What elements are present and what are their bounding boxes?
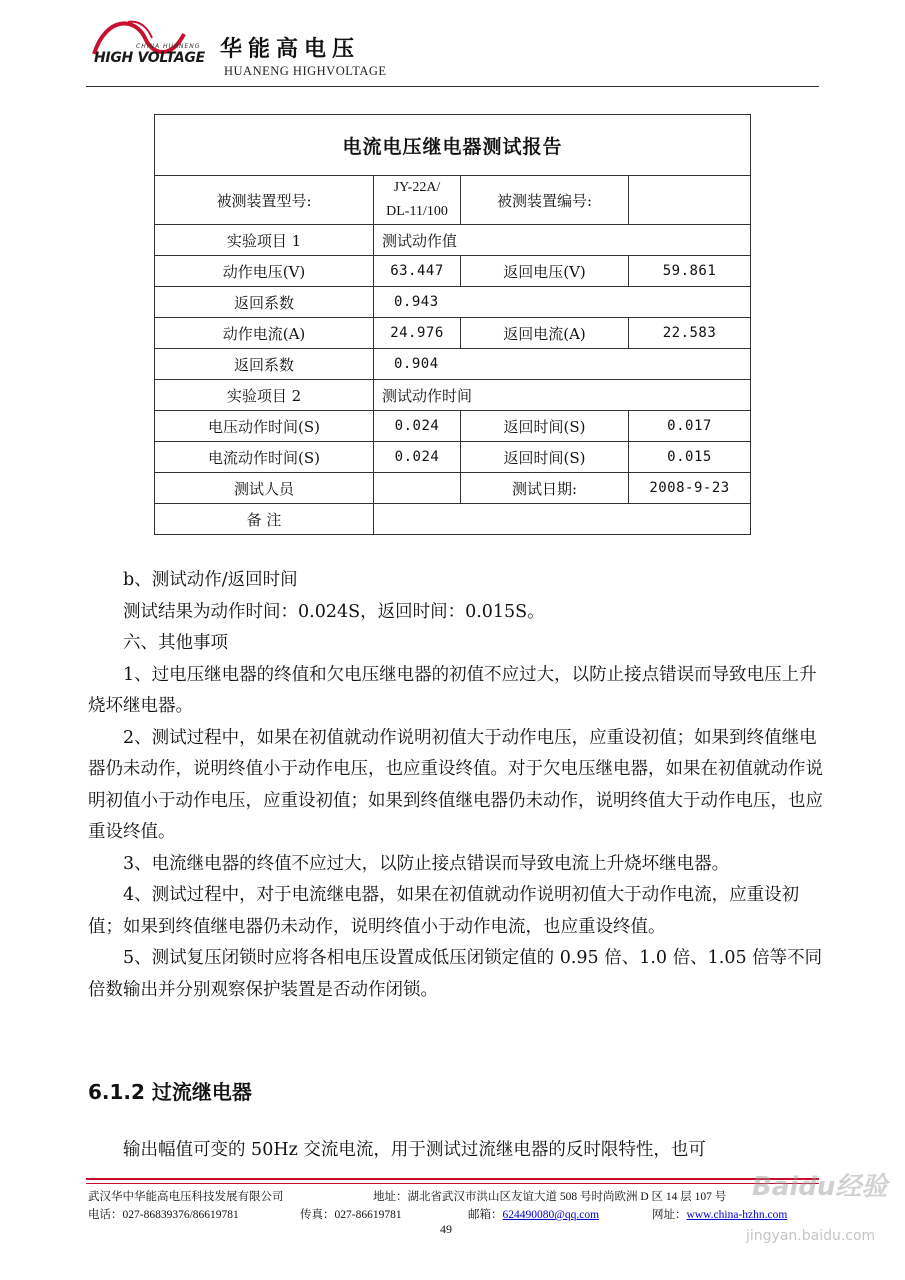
table-cell: 被测装置型号: — [155, 176, 374, 225]
footer-divider-thin — [86, 1183, 819, 1184]
logo-small-text: CHINA HUANENG — [136, 43, 201, 50]
footer-website — [652, 1206, 787, 1222]
device-model-line2: DL-11/100 — [386, 204, 448, 219]
table-cell: 被测装置编号: — [461, 176, 629, 225]
paragraph: 2、测试过程中，如果在初值就动作说明初值大于动作电压，应重设初值；如果到终值继电器仍未动作，说明终值小于动作电压，也应重设终值。对于欠电压继电器，如果在初值就动作说明初值小于动作电压，应重设初值；如果到终值继电器仍未动作，说明终值大于动作电压，也应重设终值。 — [88, 727, 823, 842]
paragraph: 4、测试过程中，对于电流继电器，如果在初值就动作说明初值大于动作电流，应重设初值；如果到终值继电器仍未动作，说明终值小于动作电流，也应重设终值。 — [88, 885, 800, 937]
table-cell: 0.015 — [629, 442, 751, 473]
table-cell: 返回电压(V) — [461, 256, 629, 287]
device-model-line1: JY-22A/ — [393, 180, 441, 195]
table-cell: 返回系数 — [155, 287, 374, 318]
company-logo — [88, 14, 210, 74]
page-number: 49 — [440, 1222, 452, 1236]
logo-main-text: HIGH VOLTAGE — [94, 50, 205, 66]
table-cell — [629, 176, 751, 225]
table-cell: 动作电流(A) — [155, 318, 374, 349]
paragraph: 1、过电压继电器的终值和欠电压继电器的初值不应过大，以防止接点错误而导致电压上升烧坏继电器。 — [88, 664, 817, 716]
watermark-logo: Baidu经验 — [752, 1172, 888, 1202]
paragraph: 测试结果为动作时间：0.024S，返回时间：0.015S。 — [123, 601, 545, 622]
website-link[interactable]: www.china-hzhn.com — [686, 1209, 788, 1221]
table-cell: 电流动作时间(S) — [155, 442, 374, 473]
table-cell: 测试动作时间 — [374, 380, 751, 411]
table-cell — [374, 473, 461, 504]
table-cell — [374, 504, 751, 535]
table-row — [155, 349, 751, 380]
section-paragraph: 输出幅值可变的 50Hz 交流电流，用于测试过流继电器的反时限特性，也可 — [123, 1140, 706, 1160]
table-cell: 0.017 — [629, 411, 751, 442]
table-row — [155, 318, 751, 349]
table-row — [155, 256, 751, 287]
table-row — [155, 411, 751, 442]
table-cell: 2008-9-23 — [629, 473, 751, 504]
table-row — [155, 504, 751, 535]
footer-email-label: 邮箱： — [468, 1209, 503, 1221]
email-link[interactable]: 624490080@qq.com — [502, 1209, 600, 1221]
table-row — [155, 442, 751, 473]
body-text — [88, 565, 823, 1006]
report-title: 电流电压继电器测试报告 — [155, 115, 751, 176]
table-cell: 实验项目 1 — [155, 225, 374, 256]
table-cell: 22.583 — [629, 318, 751, 349]
table-cell: 测试动作值 — [374, 225, 751, 256]
table-row — [155, 225, 751, 256]
table-cell: 电压动作时间(S) — [155, 411, 374, 442]
section-heading: 6.1.2 过流继电器 — [88, 1080, 252, 1104]
footer-address: 地址：湖北省武汉市洪山区友谊大道 508 号时尚欧洲 D 区 14 层 107 号 — [373, 1191, 727, 1203]
table-cell: 24.976 — [374, 318, 461, 349]
table-row — [155, 176, 751, 225]
table-cell: 动作电压(V) — [155, 256, 374, 287]
table-cell: 返回电流(A) — [461, 318, 629, 349]
table-row — [155, 287, 751, 318]
device-model-cell — [374, 176, 461, 225]
table-cell: 实验项目 2 — [155, 380, 374, 411]
footer-divider — [86, 1178, 819, 1180]
header-divider — [86, 86, 819, 87]
table-row — [155, 473, 751, 504]
table-cell: 备 注 — [155, 504, 374, 535]
table-cell: 0.024 — [374, 411, 461, 442]
table-cell: 0.943 — [374, 287, 751, 318]
test-report-table — [154, 114, 751, 535]
paragraph: 六、其他事项 — [123, 633, 228, 653]
table-cell: 返回时间(S) — [461, 411, 629, 442]
footer-web-label: 网址： — [652, 1209, 687, 1221]
table-cell: 0.904 — [374, 349, 751, 380]
brand-name-en: HUANENG HIGHVOLTAGE — [224, 64, 387, 78]
table-row — [155, 380, 751, 411]
footer-email — [468, 1206, 599, 1222]
watermark-url: jingyan.baidu.com — [746, 1228, 876, 1244]
footer-phone: 电话：027-86839376/86619781 — [88, 1209, 239, 1221]
table-cell: 返回系数 — [155, 349, 374, 380]
paragraph: 5、测试复压闭锁时应将各相电压设置成低压闭锁定值的 0.95 倍、1.0 倍、1.05 倍等不同倍数输出并分别观察保护装置是否动作闭锁。 — [88, 948, 823, 1000]
footer-fax: 传真：027-86619781 — [300, 1209, 402, 1221]
table-row — [155, 115, 751, 176]
table-cell: 63.447 — [374, 256, 461, 287]
table-cell: 返回时间(S) — [461, 442, 629, 473]
table-cell: 0.024 — [374, 442, 461, 473]
paragraph: 3、电流继电器的终值不应过大，以防止接点错误而导致电流上升烧坏继电器。 — [123, 853, 730, 874]
table-cell: 测试人员 — [155, 473, 374, 504]
paragraph: b、测试动作/返回时间 — [123, 570, 298, 590]
table-cell: 测试日期: — [461, 473, 629, 504]
footer-company: 武汉华中华能高电压科技发展有限公司 — [88, 1191, 284, 1203]
brand-name-cn: 华能高电压 — [220, 37, 361, 62]
table-cell: 59.861 — [629, 256, 751, 287]
